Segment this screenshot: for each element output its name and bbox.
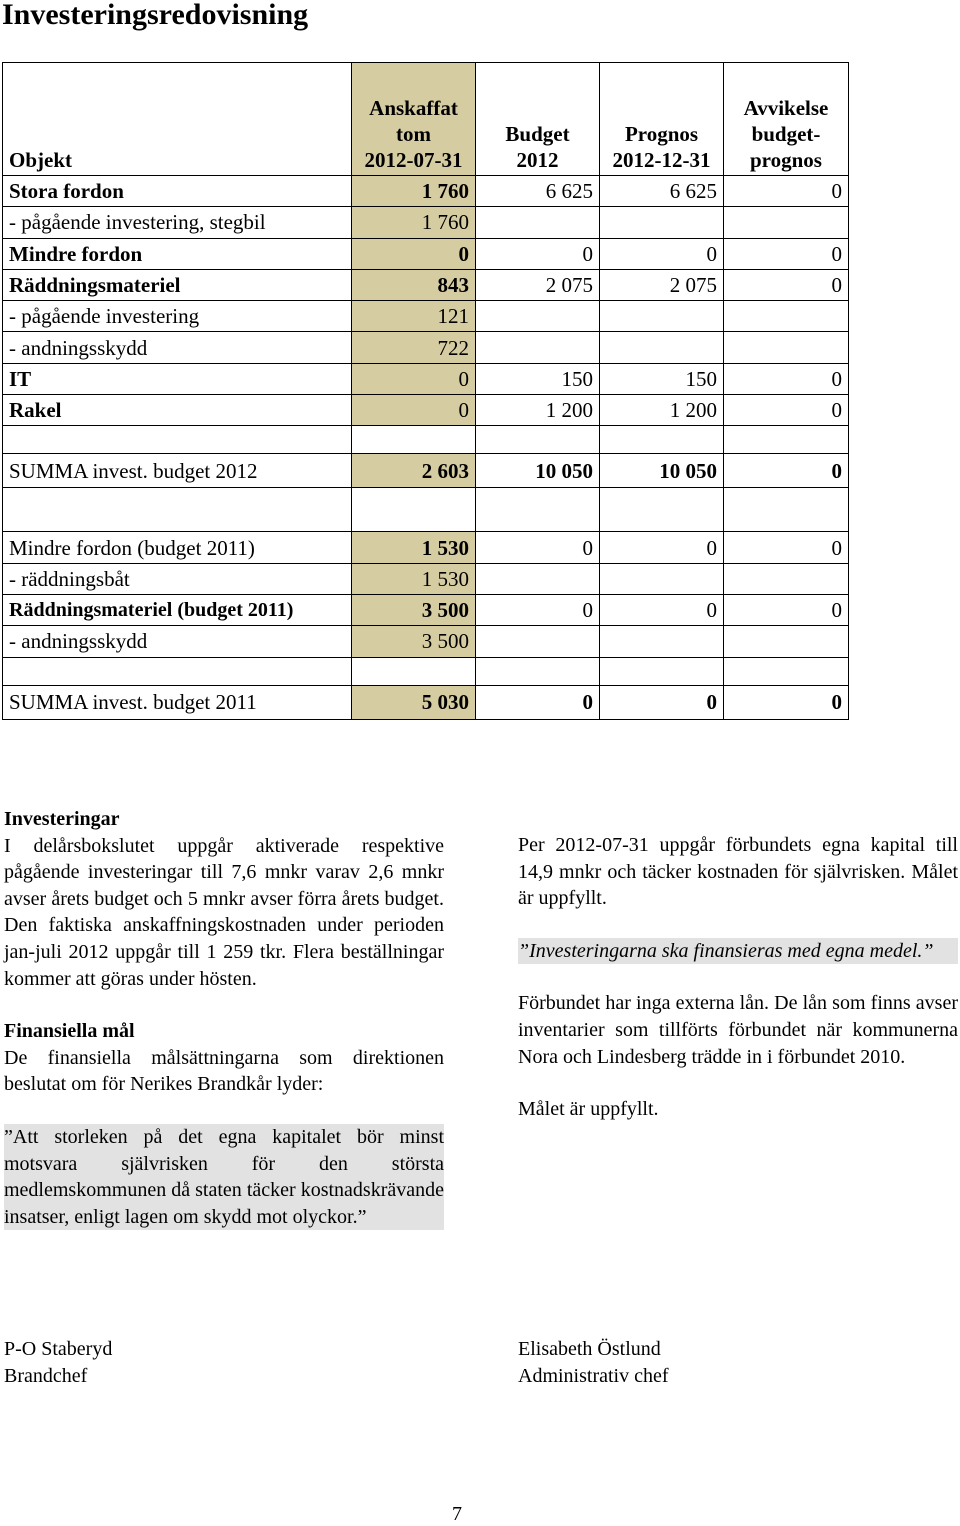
cell-budget <box>476 626 600 657</box>
cell-prognos <box>600 301 724 332</box>
cell-budget <box>476 332 600 363</box>
table-row <box>3 532 849 563</box>
goal-met-text: Målet är uppfyllt. <box>518 1098 659 1121</box>
cell-anskaffat: 1 760 <box>352 176 476 207</box>
cell-anskaffat: 843 <box>352 269 476 300</box>
row-label: - andningsskydd <box>3 332 352 363</box>
cell-anskaffat: 1 530 <box>352 532 476 563</box>
cell-prognos: 0 <box>600 685 724 719</box>
cell-anskaffat: 0 <box>352 363 476 394</box>
cell-avvikelse <box>724 626 849 657</box>
cell-avvikelse: 0 <box>724 395 849 426</box>
cell-anskaffat: 1 530 <box>352 563 476 594</box>
investment-table <box>2 62 849 720</box>
table-row <box>3 363 849 394</box>
loans-text: Förbundet har inga externa lån. De lån som finns avser inventarier som tillförts förbundet när kommunerna Nora och Lindesberg trädde in i förbundet 2010. <box>518 992 958 1068</box>
cell-budget: 10 050 <box>476 454 600 488</box>
cell-budget: 1 200 <box>476 395 600 426</box>
cell-anskaffat: 722 <box>352 332 476 363</box>
cell-budget: 0 <box>476 685 600 719</box>
cell-avvikelse: 0 <box>724 454 849 488</box>
spacer-cell <box>600 426 724 454</box>
cell-prognos: 2 075 <box>600 269 724 300</box>
spacer-cell <box>600 488 724 532</box>
spacer-cell <box>724 657 849 685</box>
table-row <box>3 238 849 269</box>
finansiella-mal-text: De finansiella målsättningarna som direktionen beslutat om för Nerikes Brandkår lyder: <box>4 1046 444 1096</box>
row-label: - pågående investering, stegbil <box>3 207 352 238</box>
signature-right-role: Administrativ chef <box>518 1364 669 1387</box>
cell-prognos: 150 <box>600 363 724 394</box>
spacer-cell <box>476 426 600 454</box>
table-row <box>3 176 849 207</box>
spacer-cell <box>3 488 352 532</box>
investeringar-text: I delårsbokslutet uppgår aktiverade respektive pågående investeringar till 7,6 mnkr varav 2,6 mnkr avser årets budget och 5 mnkr avser förra årets budget. Den faktiska anskaffningskostnaden under perioden jan-juli 2012 uppgår till 1 259 tkr. Flera beställningar kommer att göras under hösten. <box>4 834 444 990</box>
cell-budget: 150 <box>476 363 600 394</box>
table-row <box>3 301 849 332</box>
spacer-cell <box>600 657 724 685</box>
header-budget: Budget 2012 <box>476 63 600 176</box>
page-number: 7 <box>452 1503 462 1525</box>
cell-anskaffat: 5 030 <box>352 685 476 719</box>
table-header-row <box>3 63 849 176</box>
heading-finansiella-mal: Finansiella mål <box>4 1020 135 1043</box>
row-label: - andningsskydd <box>3 626 352 657</box>
table-row <box>3 332 849 363</box>
table-row <box>3 594 849 625</box>
table-row <box>3 563 849 594</box>
cell-prognos: 0 <box>600 532 724 563</box>
table-row <box>3 207 849 238</box>
cell-avvikelse: 0 <box>724 238 849 269</box>
right-column <box>518 832 958 1123</box>
cell-prognos <box>600 332 724 363</box>
signature-left-role: Brandchef <box>4 1364 88 1387</box>
cell-prognos <box>600 563 724 594</box>
spacer-cell <box>476 657 600 685</box>
cell-avvikelse <box>724 301 849 332</box>
spacer-row <box>3 657 849 685</box>
table-row <box>3 395 849 426</box>
cell-budget: 0 <box>476 594 600 625</box>
cell-anskaffat: 3 500 <box>352 594 476 625</box>
header-avvikelse: Avvikelse budget- prognos <box>724 63 849 176</box>
row-label: Räddningsmateriel <box>3 269 352 300</box>
row-label: Mindre fordon <box>3 238 352 269</box>
left-column <box>4 806 444 1230</box>
equity-text: Per 2012-07-31 uppgår förbundets egna kapital till 14,9 mnkr och täcker kostnaden för självrisken. Målet är uppfyllt. <box>518 834 958 910</box>
spacer-cell <box>476 488 600 532</box>
summary-row <box>3 454 849 488</box>
cell-budget: 0 <box>476 532 600 563</box>
row-label: Mindre fordon (budget 2011) <box>3 532 352 563</box>
row-label: SUMMA invest. budget 2012 <box>3 454 352 488</box>
cell-prognos: 6 625 <box>600 176 724 207</box>
summary-row <box>3 685 849 719</box>
financial-goal-quote: ”Att storleken på det egna kapitalet bör minst motsvara självrisken för den största medlemskommunen då staten täcker kostnadskrävande insatser, enligt lagen om skydd mot olyckor.” <box>4 1124 444 1230</box>
spacer-cell <box>3 426 352 454</box>
cell-anskaffat: 1 760 <box>352 207 476 238</box>
cell-anskaffat: 2 603 <box>352 454 476 488</box>
signature-left <box>4 1336 112 1389</box>
cell-avvikelse <box>724 207 849 238</box>
cell-avvikelse: 0 <box>724 363 849 394</box>
cell-prognos: 1 200 <box>600 395 724 426</box>
spacer-cell <box>352 488 476 532</box>
cell-avvikelse <box>724 332 849 363</box>
row-label: - räddningsbåt <box>3 563 352 594</box>
cell-budget: 0 <box>476 238 600 269</box>
signature-left-name: P-O Staberyd <box>4 1338 113 1360</box>
cell-prognos <box>600 626 724 657</box>
cell-avvikelse: 0 <box>724 176 849 207</box>
cell-prognos: 10 050 <box>600 454 724 488</box>
heading-investeringar: Investeringar <box>4 808 120 830</box>
cell-budget: 6 625 <box>476 176 600 207</box>
investment-goal-quote: ”Investeringarna ska finansieras med egna medel.” <box>518 938 958 965</box>
cell-anskaffat: 3 500 <box>352 626 476 657</box>
spacer-cell <box>3 657 352 685</box>
cell-budget <box>476 301 600 332</box>
cell-budget <box>476 207 600 238</box>
cell-avvikelse: 0 <box>724 269 849 300</box>
cell-budget: 2 075 <box>476 269 600 300</box>
spacer-cell <box>724 426 849 454</box>
spacer-row <box>3 488 849 532</box>
row-label: Rakel <box>3 395 352 426</box>
signature-right <box>518 1336 669 1389</box>
cell-budget <box>476 563 600 594</box>
table-row <box>3 269 849 300</box>
spacer-cell <box>352 657 476 685</box>
cell-prognos: 0 <box>600 594 724 625</box>
header-prognos: Prognos 2012-12-31 <box>600 63 724 176</box>
spacer-row <box>3 426 849 454</box>
spacer-cell <box>352 426 476 454</box>
cell-prognos <box>600 207 724 238</box>
cell-avvikelse: 0 <box>724 685 849 719</box>
cell-anskaffat: 0 <box>352 238 476 269</box>
cell-anskaffat: 0 <box>352 395 476 426</box>
header-anskaffat: Anskaffat tom 2012-07-31 <box>352 63 476 176</box>
page-title: Investeringsredovisning <box>2 0 309 31</box>
row-label: Räddningsmateriel (budget 2011) <box>3 594 352 625</box>
row-label: - pågående investering <box>3 301 352 332</box>
cell-avvikelse <box>724 563 849 594</box>
row-label: Stora fordon <box>3 176 352 207</box>
row-label: SUMMA invest. budget 2011 <box>3 685 352 719</box>
header-objekt: Objekt <box>3 63 352 176</box>
cell-prognos: 0 <box>600 238 724 269</box>
cell-avvikelse: 0 <box>724 594 849 625</box>
signature-right-name: Elisabeth Östlund <box>518 1338 661 1360</box>
cell-anskaffat: 121 <box>352 301 476 332</box>
cell-avvikelse: 0 <box>724 532 849 563</box>
row-label: IT <box>3 363 352 394</box>
spacer-cell <box>724 488 849 532</box>
table-row <box>3 626 849 657</box>
